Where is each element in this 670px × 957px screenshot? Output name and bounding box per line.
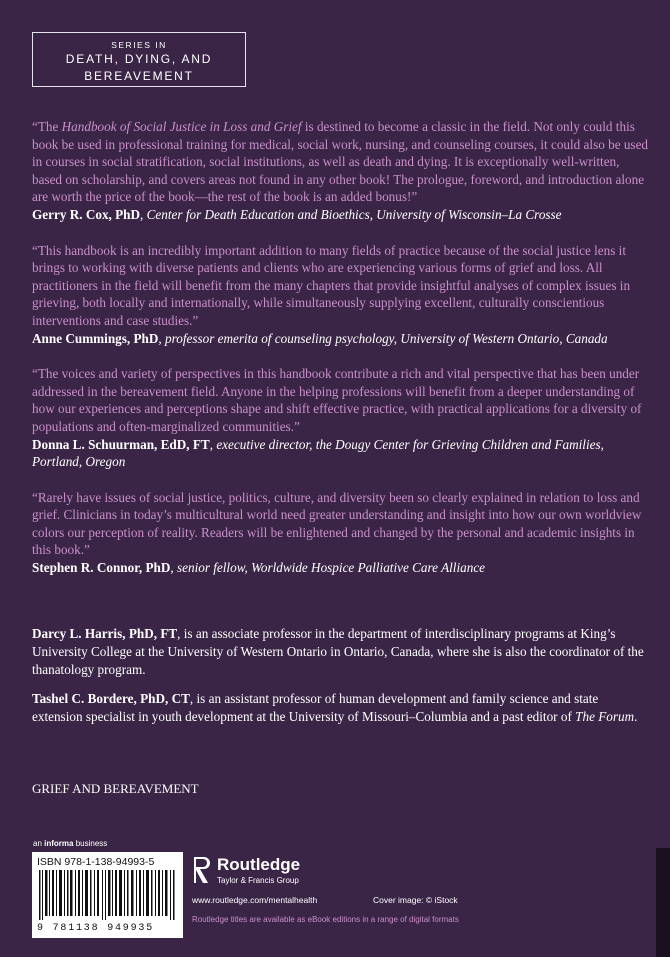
quote-attribution: Stephen R. Connor, PhD, senior fellow, Worldwide Hospice Palliative Care Alliance bbox=[32, 560, 486, 576]
ebook-note: Routledge titles are available as eBook editions in a range of digital formats bbox=[192, 915, 459, 924]
spine-edge bbox=[656, 848, 670, 957]
quote-text: “Rarely have issues of social justice, politics, culture, and diversity been so clearly explained in relation to loss and grief. Clinicians in today’s multicultural world need greater understanding and insight into how our own worldview colors our perception of reality. Readers will be enlightened and changed by the personal and academic insights in this book.” bbox=[32, 489, 642, 558]
barcode bbox=[37, 870, 177, 920]
endorsement-4 bbox=[32, 489, 648, 577]
endorsement-2 bbox=[32, 242, 648, 348]
barcode-digits: 9 781138 949935 bbox=[37, 923, 155, 934]
quote-text: “The Handbook of Social Justice in Loss and Grief is destined to become a classic in the field. Not only could this book be used in professional training for medical, social work, nursing, and counseling courses, it could also be used in courses in social stratification, social institutions, as well as death and dying. It is exceptionally well-written, based on scholarship, and covers areas not found in any other book! The prologue, foreword, and introduction alone are worth the price of the book—the rest of the book is an added bonus!” bbox=[32, 119, 649, 205]
cover-credit: Cover image: © iStock bbox=[373, 895, 458, 905]
publisher-url[interactable]: www.routledge.com/mentalhealth bbox=[192, 895, 318, 905]
isbn: ISBN 978-1-138-94993-5 bbox=[37, 856, 155, 868]
author-bio-bordere: Tashel C. Bordere, PhD, CT, is an assistant professor of human development and family science and state extension specialist in youth development at the University of Missouri–Columbia and a past editor of The Forum. bbox=[32, 691, 638, 725]
series-badge bbox=[32, 32, 246, 87]
routledge-logo-icon bbox=[192, 855, 212, 885]
author-bios bbox=[32, 625, 648, 738]
quote-text: “The voices and variety of perspectives in this handbook contribute a rich and vital perspective that has been under addressed in the bereavement field. Anyone in the helping professions will benefit from a deeper understanding of how our experiences and perceptions shape and shift effective practice, with practical applications for a diversity of populations and often-marginalized communities.” bbox=[32, 366, 642, 434]
series-title-line1: DEATH, DYING, AND bbox=[65, 52, 213, 66]
quote-attribution: Anne Cummings, PhD, professor emerita of counseling psychology, University of Western Ontario, Canada bbox=[32, 330, 608, 346]
series-label: SERIES IN bbox=[111, 40, 167, 50]
quote-text: “This handbook is an incredibly important addition to many fields of practice because of the social justice lens it brings to working with diverse patients and clients who are experiencing various forms of grief and loss. All practitioners in the field will benefit from the many chapters that provide insightful analyses of complex issues in grieving, both locally and internationally, while simultaneously supplying excellent, culturally conscientious interventions and case studies.” bbox=[32, 242, 631, 328]
endorsement-1 bbox=[32, 118, 648, 224]
quote-attribution: Donna L. Schuurman, EdD, FT, executive director, the Dougy Center for Grieving Children and Families, Portland, Oregon bbox=[32, 436, 604, 470]
publisher-group: Taylor & Francis Group bbox=[217, 876, 299, 885]
quote-attribution: Gerry R. Cox, PhD, Center for Death Education and Bioethics, University of Wisconsin–La Crosse bbox=[32, 206, 562, 222]
endorsement-3 bbox=[32, 365, 648, 471]
series-title-line2: BEREAVEMENT bbox=[84, 69, 194, 83]
publisher-name: Routledge bbox=[217, 855, 301, 874]
subject-category: GRIEF AND BEREAVEMENT bbox=[32, 781, 199, 796]
barcode-box bbox=[32, 852, 183, 938]
author-bio-harris: Darcy L. Harris, PhD, FT, is an associate professor in the department of interdisciplinary programs at King’s University College at the University of Western Ontario in Ontario, Canada, where she is also the coordinator of the thanatology program. bbox=[32, 626, 644, 677]
informa-tagline: an informa business bbox=[33, 839, 108, 848]
endorsements bbox=[32, 118, 648, 595]
